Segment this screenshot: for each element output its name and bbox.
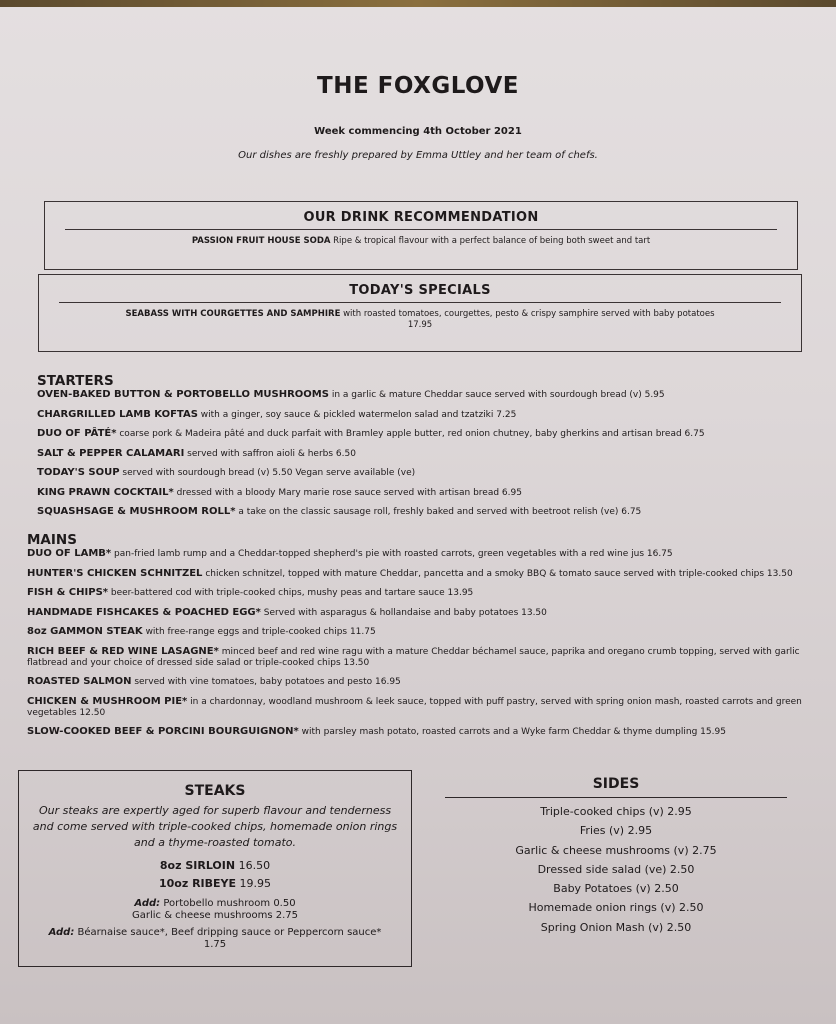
mains-item xyxy=(27,587,817,599)
dish-name: RICH BEEF & RED WINE LASAGNE* xyxy=(27,645,219,657)
sides-list xyxy=(445,802,787,937)
special-price: 17.95 xyxy=(407,320,433,330)
dish-desc: chicken schnitzel, topped with mature Cheddar, pancetta and a smoky BBQ & tomato sauce served with triple-cooked chips 13.50 xyxy=(205,568,793,579)
dish-desc: with a ginger, soy sauce & pickled watermelon salad and tzatziki 7.25 xyxy=(200,409,517,420)
starters-item xyxy=(37,487,827,499)
dish-name: TODAY'S SOUP xyxy=(37,467,120,478)
divider xyxy=(65,229,777,230)
dish-name: KING PRAWN COCKTAIL* xyxy=(37,486,174,498)
dish-desc: with free-range eggs and triple-cooked chips 11.75 xyxy=(145,627,376,637)
side-item: Triple-cooked chips (v) 2.95 xyxy=(540,805,692,818)
dish-desc: beer-battered cod with triple-cooked chips, mushy peas and tartare sauce 13.95 xyxy=(110,588,474,598)
dish-desc: coarse pork & Madeira pâté and duck parfait with Bramley apple butter, red onion chutney, baby gherkins and artisan bread 6.75 xyxy=(119,429,705,439)
side-item: Fries (v) 2.95 xyxy=(579,824,653,838)
intro-text: Our dishes are freshly prepared by Emma Uttley and her team of chefs. xyxy=(238,150,598,161)
steak-addons-mushroom: Add: Portobello mushroom 0.50 Garlic & cheese mushrooms 2.75 xyxy=(131,898,299,921)
dish-desc: with parsley mash potato, roasted carrots and a Wyke farm Cheddar & thyme dumpling 15.95 xyxy=(301,727,726,737)
sides-section xyxy=(445,776,787,937)
dish-name: 8oz GAMMON STEAK xyxy=(27,626,143,637)
mains-item xyxy=(27,626,817,638)
dish-desc: served with saffron aioli & herbs 6.50 xyxy=(187,448,356,459)
divider xyxy=(59,302,781,303)
dish-name: CHARGRILLED LAMB KOFTAS xyxy=(37,408,198,420)
dish-desc: served with vine tomatoes, baby potatoes and pesto 16.95 xyxy=(134,677,401,687)
steaks-intro: Our steaks are expertly aged for superb flavour and tenderness and come served with triple-cooked chips, homemade onion rings and a thyme-roasted tomato. xyxy=(32,804,398,849)
restaurant-title: THE FOXGLOVE xyxy=(317,73,519,99)
steaks-heading: STEAKS xyxy=(184,783,246,799)
starters-section xyxy=(37,373,827,526)
mains-item xyxy=(27,568,817,580)
starters-list xyxy=(37,389,827,518)
dish-desc: Served with asparagus & hollandaise and baby potatoes 13.50 xyxy=(263,607,547,618)
starters-item xyxy=(37,467,827,479)
side-item: Homemade onion rings (v) 2.50 xyxy=(528,901,704,915)
mains-list xyxy=(27,548,817,738)
dish-name: SLOW-COOKED BEEF & PORCINI BOURGUIGNON* xyxy=(27,726,299,737)
mains-item xyxy=(27,696,817,719)
steak-item: 10oz RIBEYE 19.95 xyxy=(158,877,272,890)
dish-name: ROASTED SALMON xyxy=(27,676,132,687)
dish-name: SQUASHSAGE & MUSHROOM ROLL* xyxy=(37,506,236,517)
side-item: Garlic & cheese mushrooms (v) 2.75 xyxy=(515,843,717,857)
dish-desc: in a garlic & mature Cheddar sauce served with sourdough bread (v) 5.95 xyxy=(331,390,665,400)
special-name: SEABASS WITH COURGETTES AND SAMPHIRE xyxy=(125,309,341,319)
sides-heading: SIDES xyxy=(592,776,640,792)
mains-item xyxy=(27,548,817,560)
dish-name: CHICKEN & MUSHROOM PIE* xyxy=(27,695,188,707)
dish-name: SALT & PEPPER CALAMARI xyxy=(37,447,185,459)
mains-item xyxy=(27,726,817,738)
dish-name: HUNTER'S CHICKEN SCHNITZEL xyxy=(27,567,203,579)
dish-desc: in a chardonnay, woodland mushroom & leek sauce, topped with puff pastry, served with spring onion mash, roasted carrots and green vegetables 12.50 xyxy=(27,696,802,718)
menu-top-edge xyxy=(0,0,836,7)
todays-specials-box xyxy=(38,274,802,352)
mains-item xyxy=(27,607,817,619)
side-item: Baby Potatoes (v) 2.50 xyxy=(553,882,679,896)
drink-desc: Ripe & tropical flavour with a perfect balance of being both sweet and tart xyxy=(333,236,651,246)
starters-item xyxy=(37,506,827,518)
mains-section xyxy=(27,532,817,746)
divider xyxy=(445,797,787,798)
steak-addons-sauce: Add: Béarnaise sauce*, Beef dripping sauce or Peppercorn sauce* 1.75 xyxy=(48,927,382,950)
week-commencing: Week commencing 4th October 2021 xyxy=(314,126,522,137)
dish-desc: served with sourdough bread (v) 5.50 Vegan serve available (ve) xyxy=(122,468,416,478)
dish-name: DUO OF PÂTÉ* xyxy=(37,428,117,439)
dish-desc: dressed with a bloody Mary marie rose sauce served with artisan bread 6.95 xyxy=(176,487,522,498)
dish-desc: a take on the classic sausage roll, freshly baked and served with beetroot relish (ve) 6.75 xyxy=(238,507,642,517)
dish-name: FISH & CHIPS* xyxy=(27,587,108,598)
dish-desc: minced beef and red wine ragu with a mature Cheddar béchamel sauce, paprika and oregano crumb topping, served with garlic flatbread and your choice of dressed side salad or triple-cooked chips 13.50 xyxy=(27,646,800,668)
special-desc: with roasted tomatoes, courgettes, pesto & crispy samphire served with baby potatoes xyxy=(343,309,715,319)
starters-heading: STARTERS xyxy=(37,373,114,389)
dish-desc: pan-fried lamb rump and a Cheddar-topped shepherd's pie with roasted carrots, green vegetables with a red wine jus 16.75 xyxy=(114,549,673,559)
mains-heading: MAINS xyxy=(27,532,77,548)
dish-name: OVEN-BAKED BUTTON & PORTOBELLO MUSHROOMS xyxy=(37,389,329,400)
starters-item xyxy=(37,389,827,401)
drink-heading: OUR DRINK RECOMMENDATION xyxy=(303,210,539,225)
steaks-box xyxy=(18,770,412,967)
side-item: Dressed side salad (ve) 2.50 xyxy=(537,862,695,876)
starters-item xyxy=(37,448,827,460)
side-item: Spring Onion Mash (v) 2.50 xyxy=(540,920,692,934)
starters-item xyxy=(37,428,827,440)
dish-name: HANDMADE FISHCAKES & POACHED EGG* xyxy=(27,606,261,618)
drink-name: PASSION FRUIT HOUSE SODA xyxy=(191,236,331,246)
steak-item: 8oz SIRLOIN 16.50 xyxy=(159,859,271,872)
drink-recommendation-box xyxy=(44,201,798,270)
dish-name: DUO OF LAMB* xyxy=(27,548,112,559)
specials-heading: TODAY'S SPECIALS xyxy=(349,283,491,298)
starters-item xyxy=(37,409,827,421)
mains-item xyxy=(27,646,817,669)
mains-item xyxy=(27,676,817,688)
